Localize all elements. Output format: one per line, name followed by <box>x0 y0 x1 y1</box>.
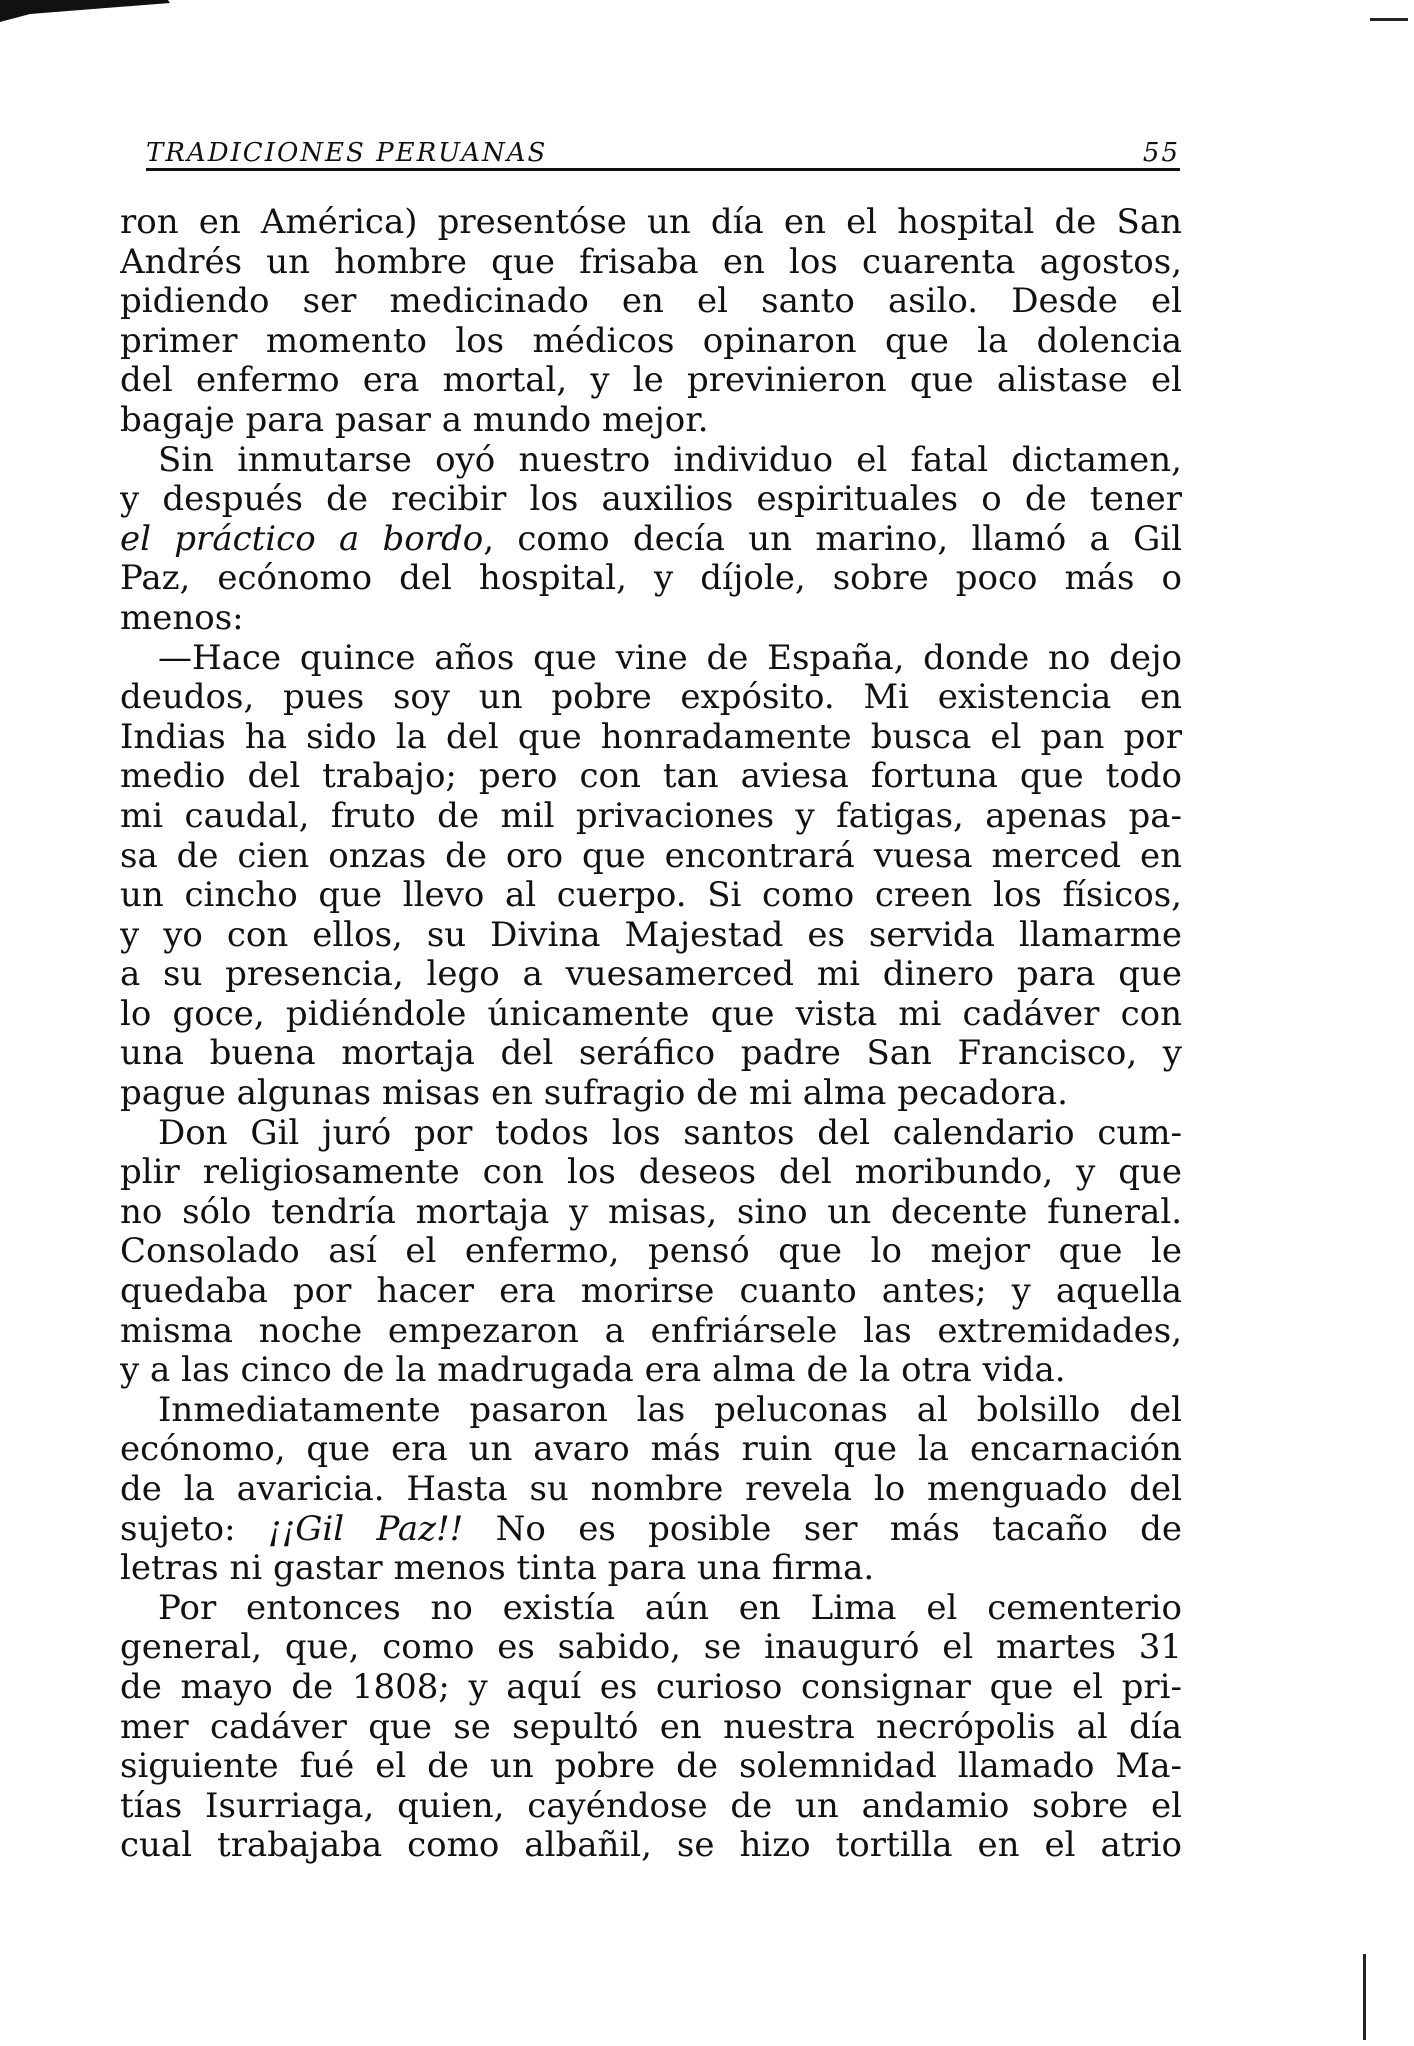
text-line: mi caudal, fruto de mil privaciones y fatigas, apenas pa- <box>120 796 1182 836</box>
text-line: siguiente fué el de un pobre de solemnidad llamado Ma- <box>120 1747 1182 1787</box>
text-line: y a las cinco de la madrugada era alma de la otra vida. <box>120 1351 1066 1391</box>
scan-artifact-top-left <box>0 0 170 26</box>
text-line: Don Gil juró por todos los santos del calendario cum- <box>158 1113 1182 1153</box>
text-line: cual trabajaba como albañil, se hizo tortilla en el atrio <box>120 1826 1182 1866</box>
text-line: sujeto: ¡¡Gil Paz!! No es posible ser más tacaño de <box>120 1509 1182 1549</box>
text-line: pague algunas misas en sufragio de mi alma pecadora. <box>120 1074 1068 1114</box>
text-line: a su presencia, lego a vuesamerced mi dinero para que <box>120 955 1182 995</box>
text-line: Indias ha sido la del que honradamente busca el pan por <box>120 717 1182 757</box>
text-line: ron en América) presentóse un día en el hospital de San <box>120 203 1182 242</box>
text-line: de la avaricia. Hasta su nombre revela lo menguado del <box>120 1470 1182 1509</box>
running-title: TRADICIONES PERUANAS <box>146 138 548 168</box>
text-line: Paz, ecónomo del hospital, y díjole, sobre poco más o <box>120 559 1182 599</box>
scan-artifact-bottom-right <box>1363 1954 1366 2040</box>
text-line: Por entonces no existía aún en Lima el cementerio <box>158 1588 1182 1628</box>
text-line: plir religiosamente con los deseos del moribundo, y que <box>120 1153 1182 1193</box>
page-body-text <box>120 203 1182 1866</box>
text-line: pidiendo ser medicinado en el santo asilo. Desde el <box>120 282 1182 322</box>
text-line: y después de recibir los auxilios espirituales o de tener <box>120 480 1182 520</box>
text-line: quedaba por hacer era morirse cuanto antes; y aquella <box>120 1272 1182 1312</box>
text-line: —Hace quince años que vine de España, donde no dejo <box>158 638 1182 678</box>
text-line: un cincho que llevo al cuerpo. Si como creen los físicos, <box>120 876 1182 916</box>
text-line: primer momento los médicos opinaron que la dolencia <box>120 321 1182 361</box>
text-line: del enfermo era mortal, y le previnieron que alistase el <box>120 361 1182 401</box>
text-line: sa de cien onzas de oro que encontrará vuesa merced en <box>120 836 1182 876</box>
text-line: Andrés un hombre que frisaba en los cuarenta agostos, <box>120 242 1182 282</box>
text-line: no sólo tendría mortaja y misas, sino un decente funeral. <box>120 1192 1182 1232</box>
text-line: letras ni gastar menos tinta para una firma. <box>120 1549 875 1589</box>
text-line: medio del trabajo; pero con tan aviesa fortuna que todo <box>120 757 1182 797</box>
text-line: de mayo de 1808; y aquí es curioso consignar que el pri- <box>120 1667 1182 1707</box>
text-line: deudos, pues soy un pobre expósito. Mi existencia en <box>120 678 1182 718</box>
text-line: Inmediatamente pasaron las peluconas al bolsillo del <box>158 1390 1182 1430</box>
text-line: lo goce, pidiéndole únicamente que vista mi cadáver con <box>120 994 1182 1034</box>
running-header <box>146 134 1180 171</box>
text-line: Consolado así el enfermo, pensó que lo mejor que le <box>120 1232 1182 1272</box>
text-line: una buena mortaja del seráfico padre San Francisco, y <box>120 1034 1182 1074</box>
text-line: el práctico a bordo, como decía un marino, llamó a Gil <box>120 519 1182 559</box>
scan-artifact-top-right <box>1370 18 1408 21</box>
page-number: 55 <box>1142 138 1180 168</box>
text-line: bagaje para pasar a mundo mejor. <box>120 400 709 440</box>
text-line: ecónomo, que era un avaro más ruin que la encarnación <box>120 1430 1182 1470</box>
text-line: menos: <box>120 598 244 638</box>
text-line: mer cadáver que se sepultó en nuestra necrópolis al día <box>120 1707 1182 1747</box>
text-line: general, que, como es sabido, se inauguró el martes 31 <box>120 1628 1182 1668</box>
text-line: misma noche empezaron a enfriársele las extremidades, <box>120 1311 1182 1351</box>
text-line: y yo con ellos, su Divina Majestad es servida llamarme <box>120 915 1182 955</box>
text-line: Sin inmutarse oyó nuestro individuo el fatal dictamen, <box>158 440 1182 480</box>
text-line: tías Isurriaga, quien, cayéndose de un andamio sobre el <box>120 1786 1182 1826</box>
